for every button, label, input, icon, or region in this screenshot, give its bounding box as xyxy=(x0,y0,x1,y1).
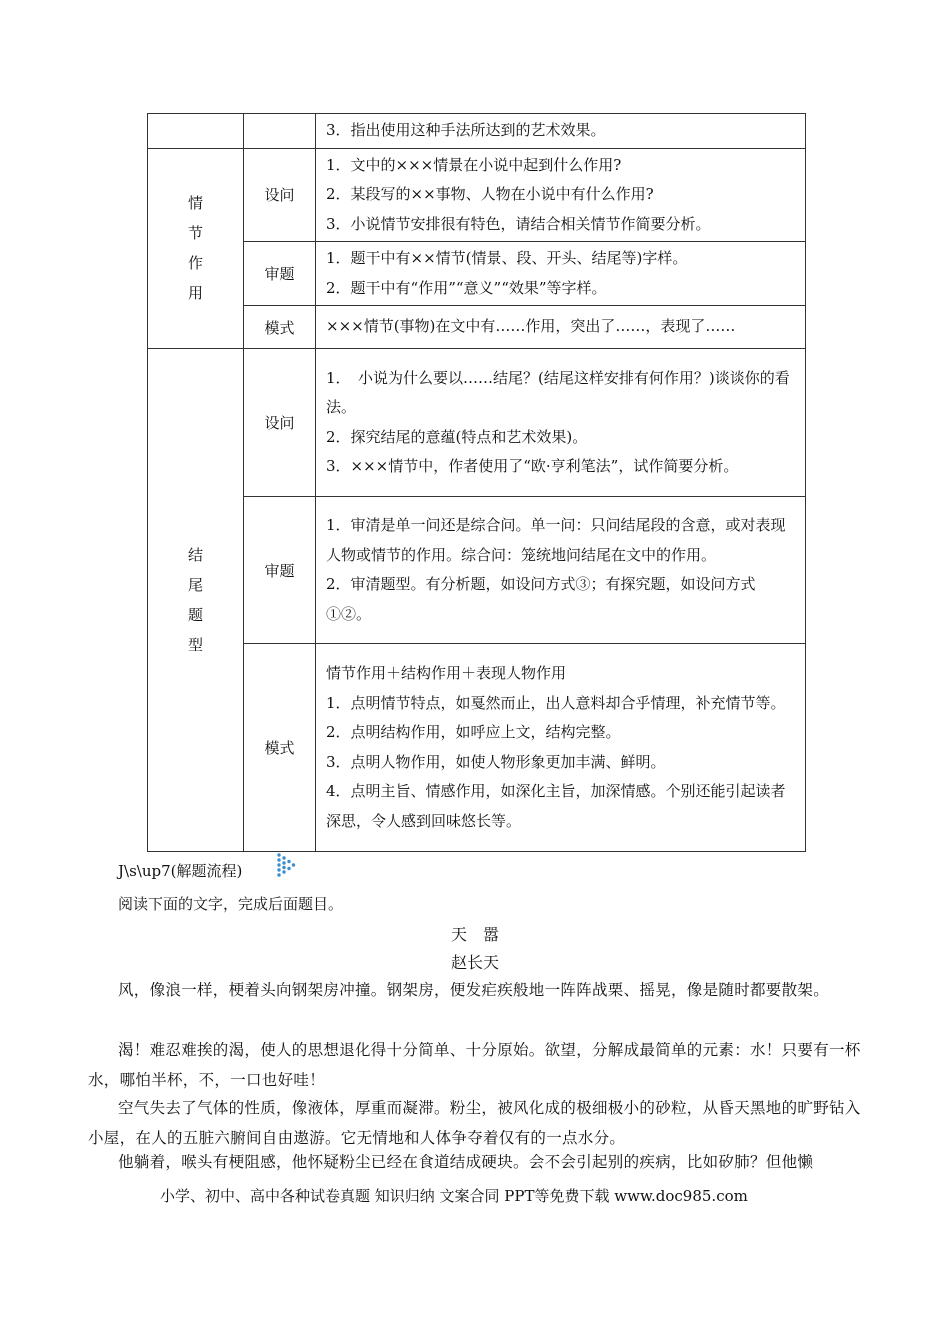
plot-mode-cell: ×××情节(事物)在文中有……作用，突出了……，表现了…… xyxy=(316,306,806,349)
label-question: 设问 xyxy=(244,349,316,497)
category-ending: 结 尾 题 型 xyxy=(148,349,244,852)
ending-review-cell: 1．审清是单一问还是综合问。单一问：只问结尾段的含意，或对表现人物或情节的作用。综合问：笼统地问结尾在文中的作用。 2．审清题型。有分析题，如设问方式③；有探究题，如设问方式①②。 xyxy=(316,497,806,644)
page-footer: 小学、初中、高中各种试卷真题 知识归纳 文案合同 PPT等免费下载 www.doc985.com xyxy=(160,1187,748,1205)
plot-review-cell: 1．题干中有××情节(情景、段、开头、结尾等)字样。 2．题干中有“作用”“意义”“效果”等字样。 xyxy=(316,242,806,306)
story-paragraph-1: 风，像浪一样，梗着头向钢架房冲撞。钢架房，便发疟疾般地一阵阵战栗、摇晃，像是随时都要散架。 xyxy=(118,981,830,999)
table-cell-empty xyxy=(148,114,244,149)
ending-mode-cell: 情节作用＋结构作用＋表现人物作用 1．点明情节特点，如戛然而止，出人意料却合乎情理，补充情节等。 2．点明结构作用，如呼应上文，结构完整。 3．点明人物作用，如使人物形象更加丰满、鲜明。 4．点明主旨、情感作用，如深化主旨，加深情感。个别还能引起读者深思，令人感到回味悠长等。 xyxy=(316,644,806,852)
ending-question-cell: 1． 小说为什么要以……结尾？(结尾这样安排有何作用？)谈谈你的看法。 2．探究结尾的意蕴(特点和艺术效果)。 3．×××情节中，作者使用了“欧·亨利笔法”，试作简要分析。 xyxy=(316,349,806,497)
plot-question-cell: 1．文中的×××情景在小说中起到什么作用? 2．某段写的××事物、人物在小说中有什么作用? 3．小说情节安排很有特色，请结合相关情节作简要分析。 xyxy=(316,148,806,242)
intro-text: 阅读下面的文字，完成后面题目。 xyxy=(118,895,344,913)
label-review: 审题 xyxy=(244,497,316,644)
story-paragraph-3: 空气失去了气体的性质，像液体，厚重而凝滞。粉尘，被风化成的极细极小的砂粒，从昏天黑地的旷野钻入小屋，在人的五脏六腑间自由遨游。它无情地和人体争夺着仅有的一点水分。 xyxy=(88,1099,861,1147)
story-author: 赵长天 xyxy=(450,953,499,972)
label-mode: 模式 xyxy=(244,644,316,852)
label-mode: 模式 xyxy=(244,306,316,349)
story-paragraph-4: 他躺着，喉头有梗阻感，他怀疑粉尘已经在食道结成硬块。会不会引起别的疾病，比如矽肺？但他懒 xyxy=(118,1153,814,1171)
label-question: 设问 xyxy=(244,148,316,242)
solution-flow-label: J\s\up7(解题流程) xyxy=(118,862,243,880)
story-title: 天 嚣 xyxy=(450,925,499,944)
label-review: 审题 xyxy=(244,242,316,306)
table-cell-row0: 3．指出使用这种手法所达到的艺术效果。 xyxy=(316,114,806,149)
answer-template-table xyxy=(147,113,806,852)
story-paragraph-2: 渴！难忍难挨的渴，使人的思想退化得十分简单、十分原始。欲望，分解成最简单的元素：水！只要有一杯水，哪怕半杯，不，一口也好哇！ xyxy=(88,1041,861,1089)
table-cell-empty xyxy=(244,114,316,149)
category-plot: 情 节 作 用 xyxy=(148,148,244,349)
dotted-arrow-icon xyxy=(275,852,297,878)
